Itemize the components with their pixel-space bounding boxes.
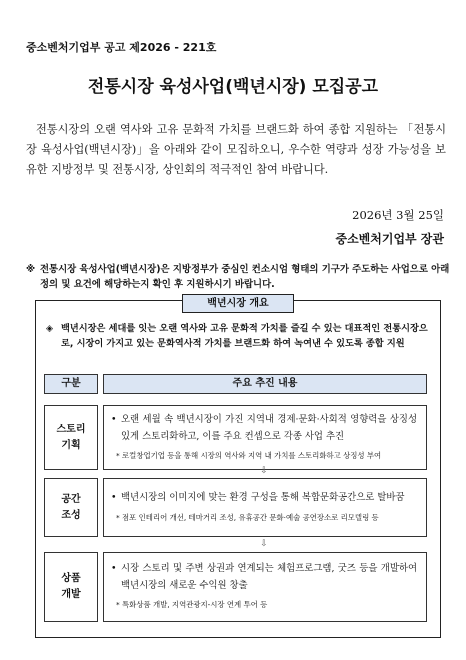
row-main-text — [111, 560, 417, 594]
row-main-content: 백년시장의 이미지에 맞는 환경 구성을 통해 복합문화공간으로 탈바꿈 — [121, 492, 405, 503]
row-main-text — [111, 411, 417, 445]
content-header: 주요 추진 내용 — [103, 374, 427, 394]
overview-frame — [35, 300, 441, 638]
row-label-space — [44, 478, 98, 537]
row-sub-text: * 점포 인테리어 개선, 테마거리 조성, 유휴공간 문화·예술 공연장소로 리모델링 등 — [116, 513, 379, 522]
issuing-organization: 중소벤처기업부 장관 — [335, 232, 444, 246]
notice-remark-text: 전통시장 육성사업(백년시장)은 지방정부가 중심인 컨소시엄 형태의 기구가 주도하는 사업으로 아래 정의 및 요건에 해당하는지 확인 후 지원하시기 바랍니다. — [40, 264, 450, 290]
row-main-content: 오랜 세월 속 백년시장이 가진 지역내 경제·문화·사회적 영향력을 상징성 있게 스토리화하고, 이를 주요 컨셉으로 각종 사업 추진 — [121, 414, 417, 442]
row-label-story — [44, 405, 98, 470]
overview-title: 백년시장 개요 — [207, 298, 269, 309]
row-content-space — [103, 478, 427, 537]
row-label-line: 기획 — [61, 439, 81, 451]
notice-remark — [26, 262, 456, 292]
bullet-icon: • — [111, 563, 117, 574]
bullet-icon: • — [111, 492, 117, 503]
notice-number: 중소벤처기업부 공고 제2026 - 221호 — [26, 41, 217, 54]
overview-summary — [46, 321, 434, 351]
row-sub-text: * 로컬창업기업 등을 통해 시장의 역사와 지역 내 가치를 스토리화하고 상징성 부여 — [116, 451, 382, 460]
row-label-line: 조성 — [61, 509, 81, 521]
document-title: 전통시장 육성사업(백년시장) 모집공고 — [87, 77, 379, 97]
category-header: 구분 — [44, 374, 98, 394]
row-label-line: 스토리 — [56, 423, 86, 435]
row-label-line: 상품 — [61, 573, 81, 584]
row-content-story — [103, 405, 427, 470]
diamond-bullet-icon: ◈ — [46, 323, 54, 334]
row-sub-text: * 특화상품 개발, 지역관광지-시장 연계 투어 등 — [116, 600, 268, 609]
row-content-product — [103, 552, 427, 622]
row-label-product — [44, 552, 98, 622]
down-arrow-icon: ⇩ — [260, 539, 268, 549]
overview-summary-text: 백년시장은 세대를 잇는 오랜 역사와 고유 문화적 가치를 즐길 수 있는 대표적인 전통시장으로, 시장이 가지고 있는 문화역사적 가치를 브랜드화 하여 녹여낸 수 있도록 종합 지원 — [61, 323, 428, 349]
bullet-icon: • — [111, 414, 117, 425]
announcement-date: 2026년 3월 25일 — [352, 208, 444, 222]
row-main-text — [111, 489, 417, 506]
row-label-line: 공간 — [61, 493, 81, 505]
overview-title-box — [182, 294, 294, 313]
reference-mark-icon: ※ — [26, 264, 36, 275]
intro-text: 전통시장의 오랜 역사와 고유 문화적 가치를 브랜드화 하여 종합 지원하는 「전통시장 육성사업(백년시장)」을 아래와 같이 모집하오니, 우수한 역량과 성장 가능성을 보유한 지방정부 및 전통시장, 상인회의 적극적인 참여 바랍니다. — [26, 123, 446, 176]
intro-paragraph — [26, 120, 446, 180]
row-main-content: 시장 스토리 및 주변 상권과 연계되는 체험프로그램, 굿즈 등을 개발하여 백년시장의 새로운 수익원 창출 — [121, 563, 417, 591]
row-label-line: 개발 — [61, 589, 81, 600]
down-arrow-icon: ⇩ — [260, 466, 268, 476]
